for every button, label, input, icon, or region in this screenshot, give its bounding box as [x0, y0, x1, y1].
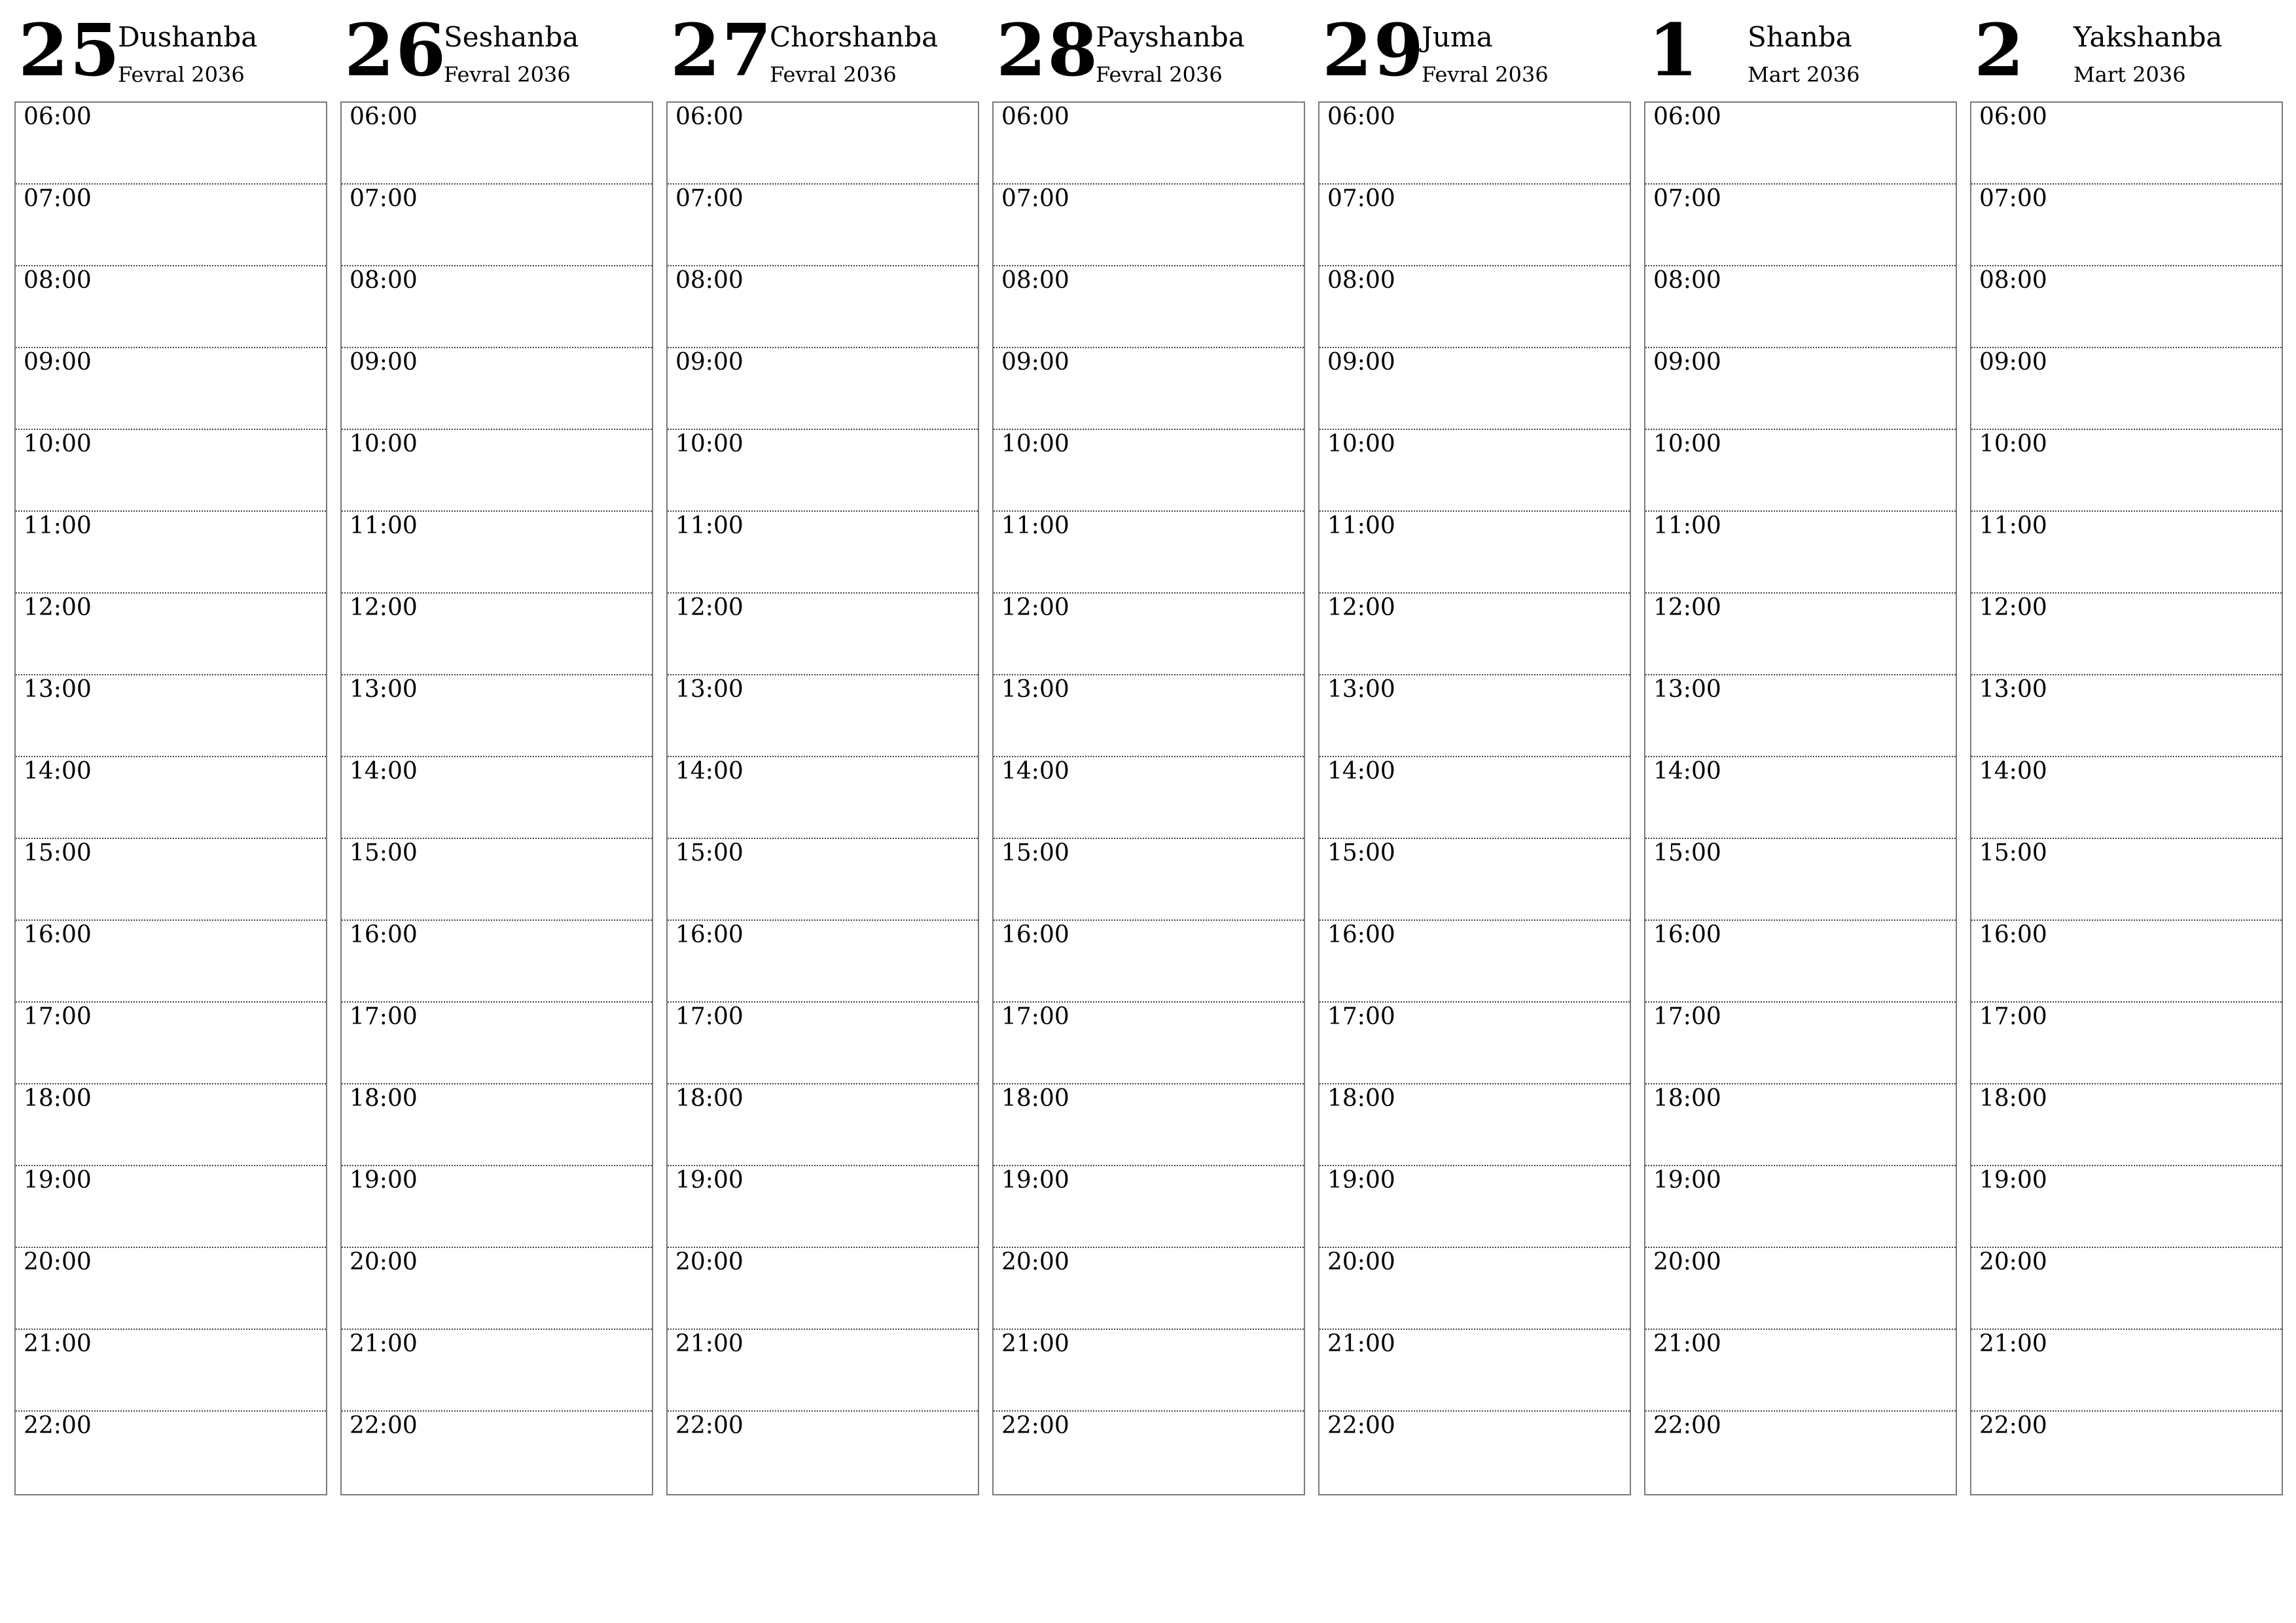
hour-label: 20:00 [1001, 1249, 1069, 1275]
hour-slot[interactable] [1319, 1084, 1630, 1166]
hour-slot[interactable] [1319, 839, 1630, 921]
hour-slot[interactable] [1971, 103, 2282, 185]
hour-slot[interactable] [16, 512, 326, 594]
hour-slot[interactable] [994, 512, 1304, 594]
hour-label: 12:00 [1001, 594, 1069, 621]
hour-label: 09:00 [24, 349, 92, 376]
hour-slot[interactable] [994, 1330, 1304, 1412]
hour-label: 19:00 [24, 1167, 92, 1194]
hour-label: 17:00 [24, 1003, 92, 1030]
day-number: 2 [1974, 8, 2026, 92]
hour-label: 08:00 [1001, 267, 1069, 294]
hour-slot[interactable] [668, 1166, 978, 1248]
hour-label: 11:00 [1327, 512, 1395, 539]
hour-label: 08:00 [24, 267, 92, 294]
hour-label: 06:00 [1653, 103, 1721, 130]
hour-label: 16:00 [1327, 921, 1395, 948]
hour-slot[interactable] [16, 921, 326, 1003]
hour-slot[interactable] [16, 1412, 326, 1493]
hour-label: 20:00 [24, 1249, 92, 1275]
day-schedule-box [1318, 101, 1631, 1495]
day-schedule-box [1644, 101, 1957, 1495]
hour-slot[interactable] [1971, 1412, 2282, 1493]
hour-label: 18:00 [675, 1085, 744, 1112]
hour-slot[interactable] [668, 921, 978, 1003]
hour-label: 07:00 [675, 185, 744, 212]
hour-label: 15:00 [675, 840, 744, 866]
day-month: Fevral 2036 [770, 62, 897, 87]
hour-label: 18:00 [1979, 1085, 2047, 1112]
hour-slot[interactable] [1971, 839, 2282, 921]
hour-slot[interactable] [1319, 103, 1630, 185]
hour-label: 19:00 [1979, 1167, 2047, 1194]
day-month: Fevral 2036 [118, 62, 245, 87]
day-month: Fevral 2036 [1096, 62, 1223, 87]
hour-label: 07:00 [1327, 185, 1395, 212]
hour-label: 19:00 [1653, 1167, 1721, 1194]
hour-label: 07:00 [1979, 185, 2047, 212]
hour-slot[interactable] [1645, 512, 1956, 594]
hour-slot[interactable] [668, 1003, 978, 1084]
hour-label: 12:00 [24, 594, 92, 621]
hour-slot[interactable] [342, 675, 652, 757]
day-schedule-box [992, 101, 1305, 1495]
hour-label: 15:00 [1979, 840, 2047, 866]
hour-slot[interactable] [668, 839, 978, 921]
hour-label: 20:00 [1653, 1249, 1721, 1275]
hour-label: 12:00 [1979, 594, 2047, 621]
day-header [666, 0, 979, 101]
hour-slot[interactable] [1319, 921, 1630, 1003]
day-header [1970, 0, 2283, 101]
hour-slot[interactable] [1971, 185, 2282, 266]
hour-slot[interactable] [994, 103, 1304, 185]
hour-slot[interactable] [1645, 1003, 1956, 1084]
hour-label: 06:00 [1001, 103, 1069, 130]
hour-label: 11:00 [1979, 512, 2047, 539]
hour-label: 10:00 [1001, 431, 1069, 457]
hour-label: 14:00 [1653, 758, 1721, 785]
hour-label: 17:00 [1001, 1003, 1069, 1030]
hour-label: 19:00 [1001, 1167, 1069, 1194]
day-name: Juma [1422, 21, 1493, 53]
hour-slot[interactable] [1645, 185, 1956, 266]
hour-label: 17:00 [1653, 1003, 1721, 1030]
hour-label: 08:00 [1653, 267, 1721, 294]
hour-label: 21:00 [350, 1330, 418, 1357]
day-number: 1 [1648, 8, 1700, 92]
hour-label: 08:00 [675, 267, 744, 294]
hour-label: 11:00 [675, 512, 744, 539]
hour-slot[interactable] [1645, 430, 1956, 512]
day-header [340, 0, 653, 101]
hour-label: 18:00 [1653, 1085, 1721, 1112]
hour-slot[interactable] [1319, 512, 1630, 594]
hour-label: 11:00 [24, 512, 92, 539]
hour-slot[interactable] [342, 1003, 652, 1084]
hour-slot[interactable] [1319, 675, 1630, 757]
hour-label: 08:00 [350, 267, 418, 294]
hour-label: 22:00 [1327, 1412, 1395, 1439]
hour-slot[interactable] [16, 348, 326, 430]
hour-slot[interactable] [1319, 1248, 1630, 1330]
hour-slot[interactable] [1645, 757, 1956, 839]
hour-slot[interactable] [342, 512, 652, 594]
hour-label: 18:00 [24, 1085, 92, 1112]
hour-label: 10:00 [24, 431, 92, 457]
hour-label: 10:00 [675, 431, 744, 457]
day-schedule-box [1970, 101, 2283, 1495]
hour-label: 21:00 [1327, 1330, 1395, 1357]
hour-slot[interactable] [1645, 1084, 1956, 1166]
hour-label: 08:00 [1327, 267, 1395, 294]
hour-label: 18:00 [1001, 1085, 1069, 1112]
hour-label: 11:00 [1653, 512, 1721, 539]
hour-slot[interactable] [1971, 1248, 2282, 1330]
hour-slot[interactable] [1971, 675, 2282, 757]
day-schedule-box [666, 101, 979, 1495]
hour-label: 09:00 [350, 349, 418, 376]
hour-label: 16:00 [675, 921, 744, 948]
hour-slot[interactable] [994, 921, 1304, 1003]
hour-label: 15:00 [24, 840, 92, 866]
hour-slot[interactable] [342, 1166, 652, 1248]
hour-label: 16:00 [1979, 921, 2047, 948]
hour-label: 14:00 [1979, 758, 2047, 785]
hour-slot[interactable] [994, 1166, 1304, 1248]
day-column [340, 0, 653, 1439]
hour-slot[interactable] [16, 594, 326, 675]
hour-slot[interactable] [994, 1003, 1304, 1084]
hour-label: 06:00 [350, 103, 418, 130]
hour-label: 21:00 [24, 1330, 92, 1357]
hour-slot[interactable] [342, 1412, 652, 1493]
hour-slot[interactable] [342, 348, 652, 430]
hour-slot[interactable] [16, 266, 326, 348]
hour-label: 13:00 [1001, 676, 1069, 703]
hour-label: 14:00 [675, 758, 744, 785]
hour-label: 07:00 [1653, 185, 1721, 212]
hour-label: 20:00 [1979, 1249, 2047, 1275]
hour-label: 13:00 [675, 676, 744, 703]
hour-slot[interactable] [16, 1166, 326, 1248]
hour-slot[interactable] [16, 839, 326, 921]
hour-slot[interactable] [1971, 266, 2282, 348]
day-header [1318, 0, 1631, 101]
hour-label: 09:00 [1653, 349, 1721, 376]
day-name: Yakshanba [2073, 21, 2223, 53]
day-month: Fevral 2036 [1422, 62, 1549, 87]
hour-label: 14:00 [350, 758, 418, 785]
hour-label: 21:00 [675, 1330, 744, 1357]
hour-label: 13:00 [1327, 676, 1395, 703]
hour-slot[interactable] [1971, 348, 2282, 430]
hour-label: 10:00 [1979, 431, 2047, 457]
hour-slot[interactable] [1645, 839, 1956, 921]
hour-label: 22:00 [675, 1412, 744, 1439]
hour-slot[interactable] [16, 757, 326, 839]
hour-label: 18:00 [1327, 1085, 1395, 1112]
hour-slot[interactable] [668, 185, 978, 266]
hour-label: 15:00 [1327, 840, 1395, 866]
hour-slot[interactable] [1971, 594, 2282, 675]
day-header [1644, 0, 1957, 101]
hour-label: 21:00 [1979, 1330, 2047, 1357]
hour-slot[interactable] [668, 1412, 978, 1493]
hour-label: 17:00 [350, 1003, 418, 1030]
hour-slot[interactable] [1645, 1248, 1956, 1330]
hour-label: 22:00 [1001, 1412, 1069, 1439]
hour-slot[interactable] [16, 675, 326, 757]
hour-label: 15:00 [1001, 840, 1069, 866]
hour-slot[interactable] [994, 594, 1304, 675]
hour-label: 06:00 [1979, 103, 2047, 130]
hour-slot[interactable] [342, 1248, 652, 1330]
day-number: 29 [1322, 8, 1426, 92]
day-column [992, 0, 1305, 1439]
day-column [1318, 0, 1631, 1439]
hour-slot[interactable] [668, 757, 978, 839]
hour-slot[interactable] [342, 103, 652, 185]
hour-slot[interactable] [1971, 1166, 2282, 1248]
hour-label: 09:00 [1979, 349, 2047, 376]
hour-slot[interactable] [1645, 1330, 1956, 1412]
day-name: Seshanba [444, 21, 579, 53]
hour-label: 12:00 [675, 594, 744, 621]
hour-slot[interactable] [994, 1248, 1304, 1330]
hour-slot[interactable] [668, 594, 978, 675]
day-month: Fevral 2036 [444, 62, 571, 87]
hour-label: 22:00 [24, 1412, 92, 1439]
hour-label: 13:00 [24, 676, 92, 703]
hour-slot[interactable] [16, 185, 326, 266]
day-column [1970, 0, 2283, 1439]
day-header [14, 0, 327, 101]
hour-label: 19:00 [1327, 1167, 1395, 1194]
hour-label: 12:00 [1653, 594, 1721, 621]
hour-label: 16:00 [1001, 921, 1069, 948]
hour-slot[interactable] [1645, 348, 1956, 430]
hour-label: 10:00 [350, 431, 418, 457]
hour-label: 13:00 [1979, 676, 2047, 703]
hour-slot[interactable] [1319, 757, 1630, 839]
hour-slot[interactable] [1971, 430, 2282, 512]
day-number: 25 [18, 8, 122, 92]
day-name: Shanba [1748, 21, 1852, 53]
hour-label: 22:00 [1653, 1412, 1721, 1439]
hour-label: 12:00 [350, 594, 418, 621]
hour-slot[interactable] [1971, 512, 2282, 594]
hour-label: 06:00 [1327, 103, 1395, 130]
hour-slot[interactable] [342, 839, 652, 921]
hour-label: 10:00 [1653, 431, 1721, 457]
hour-label: 13:00 [1653, 676, 1721, 703]
hour-label: 14:00 [1327, 758, 1395, 785]
day-column [14, 0, 327, 1439]
hour-slot[interactable] [668, 103, 978, 185]
hour-label: 17:00 [1979, 1003, 2047, 1030]
hour-label: 22:00 [1979, 1412, 2047, 1439]
hour-slot[interactable] [668, 1084, 978, 1166]
hour-slot[interactable] [994, 1412, 1304, 1493]
hour-slot[interactable] [342, 594, 652, 675]
hour-label: 16:00 [350, 921, 418, 948]
day-number: 26 [344, 8, 448, 92]
hour-slot[interactable] [342, 266, 652, 348]
day-column [1644, 0, 1957, 1439]
day-column [666, 0, 979, 1439]
hour-slot[interactable] [1971, 921, 2282, 1003]
hour-slot[interactable] [994, 1084, 1304, 1166]
hour-slot[interactable] [994, 185, 1304, 266]
hour-slot[interactable] [342, 921, 652, 1003]
hour-slot[interactable] [1319, 1330, 1630, 1412]
hour-label: 20:00 [675, 1249, 744, 1275]
hour-label: 15:00 [350, 840, 418, 866]
hour-slot[interactable] [994, 266, 1304, 348]
hour-slot[interactable] [342, 185, 652, 266]
hour-label: 11:00 [350, 512, 418, 539]
hour-slot[interactable] [1319, 1166, 1630, 1248]
hour-label: 11:00 [1001, 512, 1069, 539]
hour-label: 18:00 [350, 1085, 418, 1112]
hour-slot[interactable] [1319, 430, 1630, 512]
hour-label: 21:00 [1001, 1330, 1069, 1357]
hour-slot[interactable] [994, 757, 1304, 839]
hour-slot[interactable] [668, 1248, 978, 1330]
hour-slot[interactable] [342, 1330, 652, 1412]
hour-slot[interactable] [1971, 1330, 2282, 1412]
day-schedule-box [14, 101, 327, 1495]
hour-label: 06:00 [24, 103, 92, 130]
hour-slot[interactable] [1319, 185, 1630, 266]
hour-label: 20:00 [350, 1249, 418, 1275]
hour-slot[interactable] [1319, 348, 1630, 430]
hour-slot[interactable] [16, 1084, 326, 1166]
hour-slot[interactable] [668, 675, 978, 757]
hour-slot[interactable] [994, 348, 1304, 430]
hour-label: 22:00 [350, 1412, 418, 1439]
day-month: Mart 2036 [2073, 62, 2186, 87]
hour-slot[interactable] [1319, 1412, 1630, 1493]
hour-slot[interactable] [668, 430, 978, 512]
hour-label: 19:00 [350, 1167, 418, 1194]
hour-label: 14:00 [1001, 758, 1069, 785]
hour-slot[interactable] [1971, 1084, 2282, 1166]
day-name: Payshanba [1096, 21, 1245, 53]
hour-slot[interactable] [16, 1330, 326, 1412]
hour-slot[interactable] [342, 757, 652, 839]
hour-slot[interactable] [1645, 1412, 1956, 1493]
hour-label: 17:00 [675, 1003, 744, 1030]
hour-slot[interactable] [16, 430, 326, 512]
hour-label: 06:00 [675, 103, 744, 130]
hour-slot[interactable] [1645, 103, 1956, 185]
hour-label: 15:00 [1653, 840, 1721, 866]
hour-label: 16:00 [1653, 921, 1721, 948]
hour-slot[interactable] [1645, 675, 1956, 757]
hour-label: 20:00 [1327, 1249, 1395, 1275]
hour-label: 10:00 [1327, 431, 1395, 457]
hour-slot[interactable] [668, 512, 978, 594]
hour-slot[interactable] [16, 103, 326, 185]
hour-slot[interactable] [1971, 757, 2282, 839]
hour-slot[interactable] [1645, 921, 1956, 1003]
hour-slot[interactable] [1645, 594, 1956, 675]
hour-slot[interactable] [668, 266, 978, 348]
hour-slot[interactable] [1645, 1166, 1956, 1248]
hour-label: 08:00 [1979, 267, 2047, 294]
hour-label: 07:00 [1001, 185, 1069, 212]
day-number: 28 [996, 8, 1100, 92]
hour-slot[interactable] [16, 1003, 326, 1084]
hour-label: 19:00 [675, 1167, 744, 1194]
hour-label: 14:00 [24, 758, 92, 785]
hour-slot[interactable] [342, 1084, 652, 1166]
hour-label: 09:00 [1327, 349, 1395, 376]
hour-label: 16:00 [24, 921, 92, 948]
hour-slot[interactable] [1645, 266, 1956, 348]
hour-slot[interactable] [668, 1330, 978, 1412]
hour-label: 09:00 [675, 349, 744, 376]
hour-slot[interactable] [16, 1248, 326, 1330]
hour-label: 12:00 [1327, 594, 1395, 621]
hour-slot[interactable] [1971, 1003, 2282, 1084]
hour-slot[interactable] [994, 675, 1304, 757]
hour-slot[interactable] [342, 430, 652, 512]
hour-slot[interactable] [1319, 266, 1630, 348]
hour-slot[interactable] [668, 348, 978, 430]
hour-label: 13:00 [350, 676, 418, 703]
day-schedule-box [340, 101, 653, 1495]
day-month: Mart 2036 [1748, 62, 1860, 87]
hour-label: 09:00 [1001, 349, 1069, 376]
hour-label: 17:00 [1327, 1003, 1395, 1030]
hour-slot[interactable] [1319, 1003, 1630, 1084]
hour-slot[interactable] [1319, 594, 1630, 675]
day-header [992, 0, 1305, 101]
day-name: Chorshanba [770, 21, 939, 53]
day-name: Dushanba [118, 21, 258, 53]
hour-slot[interactable] [994, 430, 1304, 512]
hour-label: 07:00 [24, 185, 92, 212]
day-number: 27 [670, 8, 774, 92]
hour-slot[interactable] [994, 839, 1304, 921]
hour-label: 21:00 [1653, 1330, 1721, 1357]
hour-label: 07:00 [350, 185, 418, 212]
